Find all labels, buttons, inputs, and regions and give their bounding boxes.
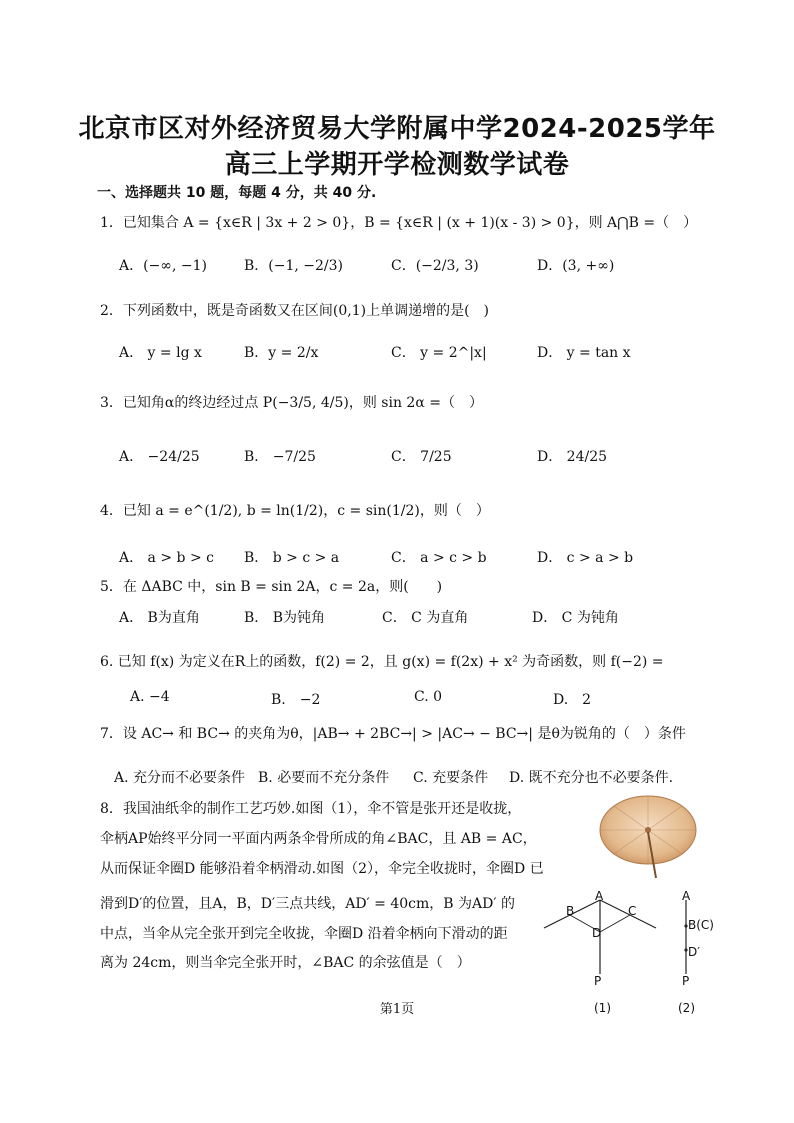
umbrella-diagram-figure-1	[540, 888, 670, 998]
figure-1-label-d: D	[592, 926, 602, 940]
question-7-option-a: A. 充分而不必要条件	[114, 770, 246, 786]
section-heading: 一、选择题共 10 题，每题 4 分，共 40 分.	[97, 185, 377, 201]
question-8-line-6: 离为 24cm，则当伞完全张开时，∠BAC 的余弦值是（ ）	[100, 955, 471, 971]
question-1-option-b: B．(−1, −2/3)	[244, 258, 344, 274]
question-1-option-c: C．(−2/3, 3)	[391, 258, 479, 274]
figure-2-caption: (2)	[678, 1001, 695, 1015]
question-6-stem: 6. 已知 f(x) 为定义在R上的函数，f(2) = 2，且 g(x) = f(2x) + x² 为奇函数，则 f(−2) =	[100, 654, 664, 670]
figure-2-label-dprime: D′	[688, 945, 700, 959]
question-2-option-d: D． y = tan x	[537, 345, 631, 361]
figure-2-label-bc: B(C)	[688, 918, 714, 932]
question-4-option-c: C． a > c > b	[391, 550, 487, 566]
question-7-option-c: C. 充要条件	[413, 770, 489, 786]
figure-1-label-a: A	[595, 889, 604, 903]
question-2-stem: 2．下列函数中，既是奇函数又在区间(0,1)上单调递增的是( )	[100, 303, 490, 319]
figure-2-label-a: A	[682, 889, 691, 903]
question-6-option-b: B. −2	[271, 692, 321, 708]
page-number: 第1页	[379, 1002, 415, 1017]
question-4-option-b: B． b > c > a	[244, 550, 340, 566]
figure-1-caption: (1)	[594, 1001, 611, 1015]
question-1-option-d: D．(3, +∞)	[537, 258, 615, 274]
question-5-stem: 5．在 ΔABC 中，sin B = sin 2A，c = 2a，则( )	[100, 579, 443, 595]
question-8-line-5: 中点，当伞从完全张开到完全收拢，伞圈D 沿着伞柄向下滑动的距	[100, 926, 508, 942]
question-2-option-a: A． y = lg x	[119, 345, 202, 361]
figure-1-label-b: B	[566, 904, 575, 918]
question-5-option-b: B． B为钝角	[244, 610, 326, 626]
question-4-option-a: A． a > b > c	[119, 550, 214, 566]
question-2-option-c: C． y = 2^|x|	[391, 345, 487, 361]
question-5-option-d: D． C 为钝角	[532, 610, 619, 626]
question-3-option-c: C． 7/25	[391, 449, 452, 465]
question-6-option-c: C. 0	[414, 689, 443, 705]
question-1-stem: 1．已知集合 A = {x∈R | 3x + 2 > 0}，B = {x∈R | (x + 1)(x - 3) > 0}，则 A⋂B =（ ）	[100, 215, 698, 231]
figure-1-label-p: P	[594, 974, 602, 988]
question-3-option-b: B． −7/25	[244, 449, 316, 465]
question-3-option-d: D． 24/25	[537, 449, 608, 465]
figure-2-label-p: P	[682, 974, 690, 988]
page-title-line1: 北京市区对外经济贸易大学附属中学2024-2025学年	[78, 114, 716, 144]
question-8-line-3: 从而保证伞圈D 能够沿着伞柄滑动.如图（2），伞完全收拢时，伞圈D 已	[100, 861, 544, 877]
question-6-option-a: A. −4	[130, 689, 170, 705]
page-title-line2: 高三上学期开学检测数学试卷	[224, 150, 570, 180]
question-8-line-2: 伞柄AP始终平分同一平面内两条伞骨所成的角∠BAC，且 AB = AC，	[100, 831, 537, 847]
question-1-option-a: A．(−∞, −1)	[119, 258, 207, 274]
question-3-option-a: A． −24/25	[119, 449, 200, 465]
question-2-option-b: B．y = 2/x	[244, 345, 319, 361]
question-3-stem: 3．已知角α的终边经过点 P(−3/5, 4/5)，则 sin 2α =（ ）	[100, 395, 483, 411]
umbrella-photo-image	[598, 792, 698, 880]
question-5-option-a: A． B为直角	[119, 610, 200, 626]
question-4-stem: 4．已知 a = e^(1/2), b = ln(1/2)，c = sin(1/2)，则（ ）	[100, 503, 490, 519]
question-7-option-b: B. 必要而不充分条件	[258, 770, 390, 786]
question-8-line-1: 8．我国油纸伞的制作工艺巧妙.如图（1），伞不管是张开还是收拢，	[100, 801, 522, 817]
figure-1-label-c: C	[628, 904, 637, 918]
question-6-option-d: D. 2	[553, 692, 592, 708]
question-4-option-d: D． c > a > b	[537, 550, 634, 566]
question-5-option-c: C． C 为直角	[382, 610, 469, 626]
question-7-option-d: D. 既不充分也不必要条件.	[509, 770, 674, 786]
question-7-stem: 7．设 AC→ 和 BC→ 的夹角为θ，|AB→ + 2BC→| > |AC→ − BC→| 是θ为锐角的（ ）条件	[100, 726, 686, 742]
question-8-line-4: 滑到D′的位置，且A，B，D′三点共线，AD′ = 40cm，B 为AD′ 的	[100, 896, 515, 912]
